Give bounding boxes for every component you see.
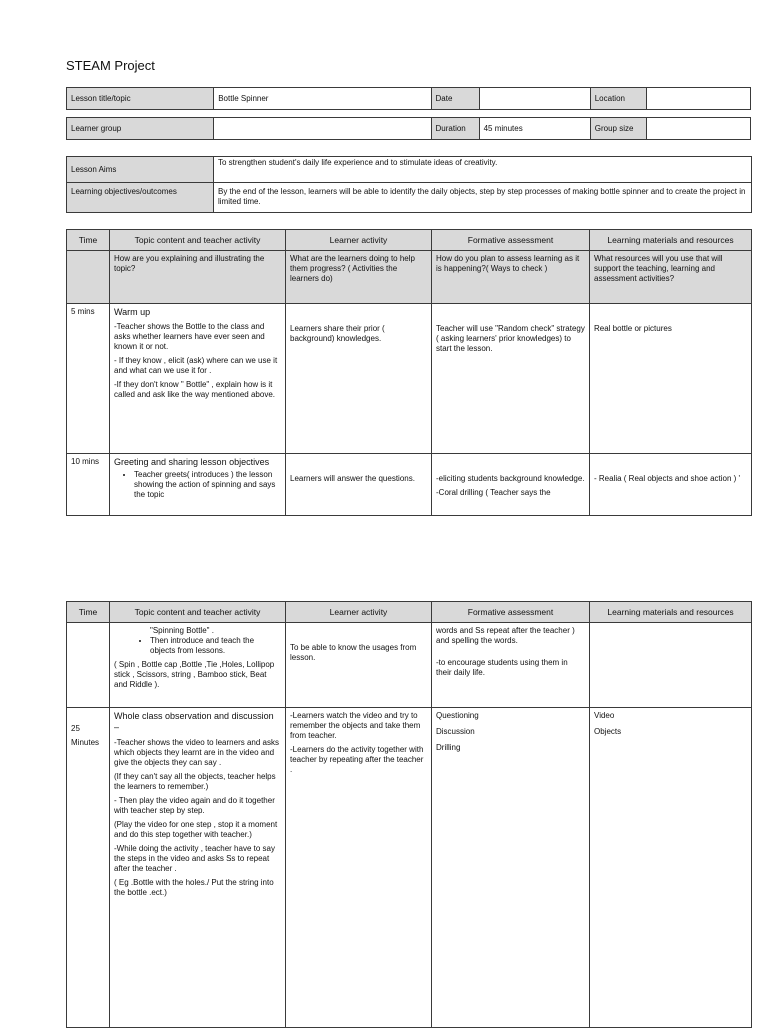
header-time: Time	[67, 602, 110, 623]
greeting-heading: Greeting and sharing lesson objectives	[114, 457, 270, 467]
header-materials: Learning materials and resources	[590, 602, 752, 623]
location-label: Location	[590, 88, 646, 110]
date-value[interactable]	[479, 88, 590, 110]
row25-topic-line: ( Eg .Bottle with the holes./ Put the string into the bottle .ect.)	[114, 877, 274, 897]
cont-learner: To be able to know the usages from lesson.	[286, 623, 432, 708]
header-topic: Topic content and teacher activity	[110, 602, 286, 623]
warmup-line: -If they don't know " Bottle" , explain how is it called and ask like the way mentioned above.	[114, 380, 275, 400]
cont-formative	[432, 623, 590, 708]
greeting-learner: Learners will answer the questions.	[286, 454, 432, 516]
prompt-materials: What resources will you use that will support the teaching, learning and assessment activities?	[590, 251, 752, 304]
lesson-aims-text: To strengthen student's daily life experience and to stimulate ideas of creativity.	[214, 157, 752, 183]
prompt-learner: What are the learners doing to help them progress? ( Activities the learners do)	[286, 251, 432, 304]
row25-formative-item: Discussion	[436, 727, 475, 736]
cont-formative-line: words and Ss repeat after the teacher ) and spelling the words.	[436, 626, 575, 645]
warmup-line: -Teacher shows the Bottle to the class and asks whether learners have ever seen and known it or not.	[114, 322, 265, 352]
row25-formative-item: Questioning	[436, 711, 479, 720]
prompt-topic: How are you explaining and illustrating the topic?	[110, 251, 286, 304]
row25-topic-line: -Teacher shows the video to learners and asks which objects they learnt are in the video and give the objects they can say .	[114, 737, 279, 767]
greeting-formative-line: -eliciting students background knowledge.	[436, 474, 585, 483]
table-row-warmup	[67, 304, 752, 454]
cont-list	[114, 626, 281, 656]
lesson-info-table	[66, 87, 751, 110]
row25-time-unit: Minutes	[71, 738, 100, 747]
group-size-value[interactable]	[646, 118, 750, 140]
header-formative: Formative assessment	[432, 602, 590, 623]
row25-topic-line: (Play the video for one step , stop it a moment and do this step together with teacher.)	[114, 819, 278, 839]
header-formative: Formative assessment	[432, 230, 590, 251]
row25-materials	[590, 708, 752, 1028]
list-item: "Spinning Bottle" .	[150, 626, 214, 635]
lesson-plan-table-2	[66, 601, 752, 1028]
warmup-time: 5 mins	[67, 304, 110, 454]
group-size-label: Group size	[590, 118, 646, 140]
list-item: • Teacher greets( introduces ) the lesson showing the action of spinning and says the topic	[134, 470, 281, 500]
header-row	[67, 602, 752, 623]
row25-topic-line: Whole class observation and discussion –	[114, 711, 274, 733]
learner-group-table	[66, 117, 751, 140]
greeting-list	[114, 470, 281, 500]
table-row-continued	[67, 623, 752, 708]
header-topic: Topic content and teacher activity	[110, 230, 286, 251]
cont-formative-line: -to encourage students using them in their daily life.	[436, 658, 568, 677]
row25-formative	[432, 708, 590, 1028]
warmup-heading: Warm up	[114, 307, 151, 317]
lesson-plan-table-1	[66, 229, 752, 516]
row25-learner	[286, 708, 432, 1028]
duration-label: Duration	[431, 118, 479, 140]
header-learner: Learner activity	[286, 602, 432, 623]
cont-topic	[110, 623, 286, 708]
warmup-line: - If they know , elicit (ask) where can we use it and what can we use it for .	[114, 356, 278, 376]
list-item: • Then introduce and teach the objects from lessons.	[150, 636, 281, 656]
row25-time-num: 25	[71, 724, 80, 733]
header-learner: Learner activity	[286, 230, 432, 251]
row25-formative-item: Drilling	[436, 743, 461, 752]
row25-learner-line: -Learners do the activity together with teacher by repeating after the teacher .	[290, 745, 424, 774]
greeting-materials: - Realia ( Real objects and shoe action ) '	[590, 454, 752, 516]
date-label: Date	[431, 88, 479, 110]
greeting-formative-line: -Coral drilling ( Teacher says the	[436, 488, 551, 497]
table-row-greeting	[67, 454, 752, 516]
row25-topic	[110, 708, 286, 1028]
greeting-formative	[432, 454, 590, 516]
objectives-text: By the end of the lesson, learners will be able to identify the daily objects, step by step processes of making bottle spinner and to create the project in limited time.	[214, 183, 752, 213]
greeting-topic	[110, 454, 286, 516]
objectives-label: Learning objectives/outcomes	[67, 183, 214, 213]
prompt-time	[67, 251, 110, 304]
row25-time	[67, 708, 110, 1028]
location-value[interactable]	[646, 88, 750, 110]
learner-group-value[interactable]	[214, 118, 431, 140]
greeting-time: 10 mins	[67, 454, 110, 516]
header-materials: Learning materials and resources	[590, 230, 752, 251]
prompt-row	[67, 251, 752, 304]
prompt-formative: How do you plan to assess learning as it is happening?( Ways to check )	[432, 251, 590, 304]
row25-topic-line: (If they can't say all the objects, teacher helps the learners to remember.)	[114, 771, 276, 791]
cont-materials	[590, 623, 752, 708]
row25-material-item: Video	[594, 711, 615, 720]
duration-value[interactable]: 45 minutes	[479, 118, 590, 140]
header-time: Time	[67, 230, 110, 251]
table-row-25min	[67, 708, 752, 1028]
row25-learner-line: -Learners watch the video and try to remember the objects and take them from teacher.	[290, 711, 421, 740]
lesson-title-value[interactable]: Bottle Spinner	[214, 88, 431, 110]
warmup-learner: Learners share their prior ( background) knowledges.	[286, 304, 432, 454]
lesson-title-label: Lesson title/topic	[67, 88, 214, 110]
lesson-aims-label: Lesson Aims	[67, 157, 214, 183]
row25-topic-line: -While doing the activity , teacher have to say the steps in the video and asks Ss to repeat after the teacher .	[114, 843, 275, 873]
cont-objects-list: ( Spin , Bottle cap ,Bottle ,Tie ,Holes, Lollipop stick , Scissors, string , Bamboo stick, Beat and Riddle ).	[114, 660, 275, 689]
aims-table	[66, 156, 752, 213]
warmup-materials: Real bottle or pictures	[590, 304, 752, 454]
warmup-topic	[110, 304, 286, 454]
page-title: STEAM Project	[66, 58, 155, 73]
row25-material-item: Objects	[594, 727, 622, 736]
header-row	[67, 230, 752, 251]
cont-time	[67, 623, 110, 708]
warmup-formative: Teacher will use "Random check" strategy ( asking learners' prior knowledges) to start the lesson.	[432, 304, 590, 454]
row25-topic-line: - Then play the video again and do it together with teacher step by step.	[114, 795, 275, 815]
learner-group-label: Learner group	[67, 118, 214, 140]
